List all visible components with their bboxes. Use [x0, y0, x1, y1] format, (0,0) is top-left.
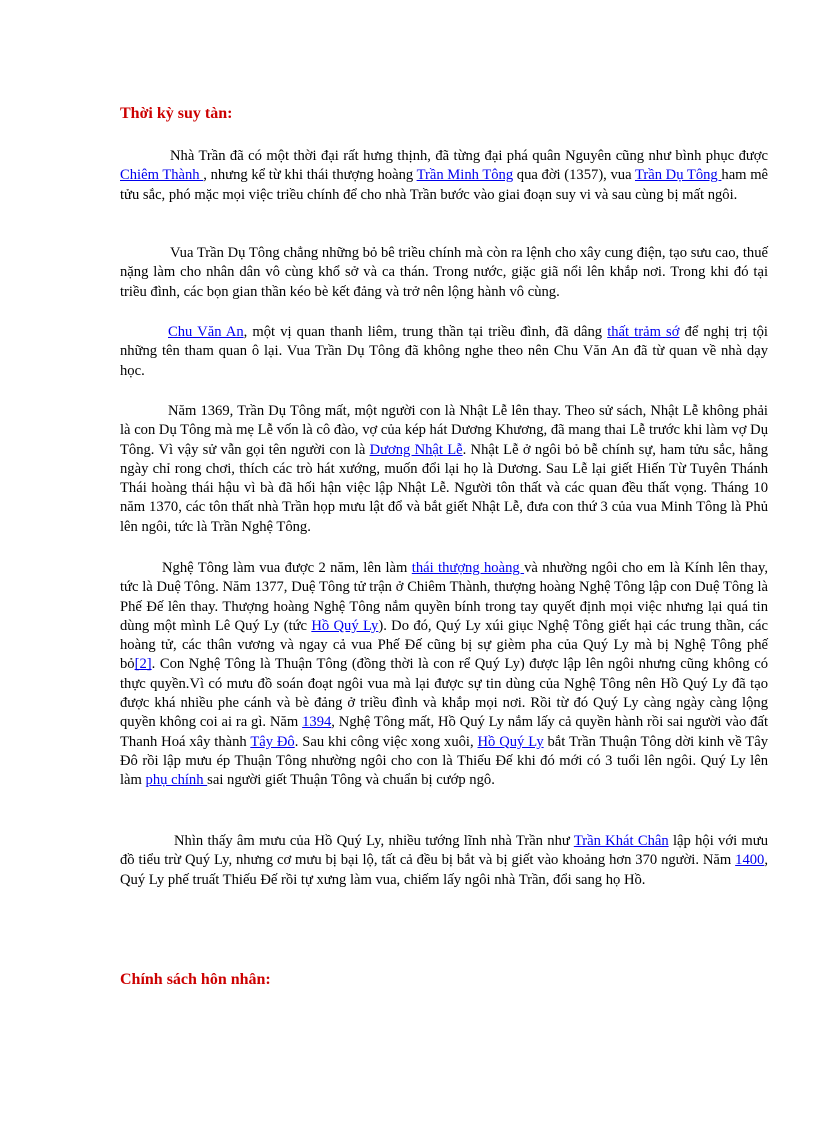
link-phu-chinh[interactable]: phụ chính [145, 772, 208, 789]
link-chu-van-an[interactable]: Chu Văn An [168, 324, 244, 340]
link-1394[interactable]: 1394 [302, 714, 332, 731]
text: . Sau khi công việc xong xuôi, [294, 733, 478, 750]
text: Nhà Trần đã có một thời đại rất hưng thịnh, đã từng đại phá quân Nguyên cũng như bình phục được [170, 148, 768, 164]
link-ho-quy-ly-2[interactable]: Hồ Quý Ly [477, 733, 544, 750]
text: , Quý Ly phế truất Thiếu Đế rồi tự xưng làm vua, chiếm lấy ngôi nhà Trần, đổi sang họ Hồ. [120, 852, 768, 888]
link-1400[interactable]: 1400 [735, 852, 765, 869]
text: . Con Nghệ Tông là Thuận Tông (đồng thời là con rể Quý Ly) được lập lên ngôi nhưng cũng không có thực quyền.Vì có mưu đồ soán đoạt ngôi vua mà lại được sự tin dùng của Nghệ Tông nên Hồ Quý Ly đã tạo được khá nhiều phe cánh và bè đảng ở triều đình và khắp mọi nơi. Rồi từ đó Quý Ly càng ngày càng lộng quyền không coi ai ra gì. Năm [120, 656, 768, 731]
text: Nhìn thấy âm mưu của Hồ Quý Ly, nhiều tướng lĩnh nhà Trần như [174, 833, 574, 849]
link-tran-khat-chan[interactable]: Trần Khát Chân [573, 833, 669, 849]
paragraph-6 [120, 832, 768, 890]
link-tay-do[interactable]: Tây Đô [250, 733, 295, 750]
text: ham mê tửu sắc, phó mặc mọi việc triều chính để cho nhà Trần bước vào giai đoạn suy vi và sau cùng bị mất ngôi. [120, 167, 769, 203]
link-tran-du-tong[interactable]: Trần Dụ Tông [634, 167, 722, 184]
paragraph-2 [120, 244, 768, 302]
section-heading-marriage: Chính sách hôn nhân: [120, 971, 271, 988]
text: Vua Trần Dụ Tông chẳng những bỏ bê triều chính mà còn ra lệnh cho xây cung điện, tạo sưu cao, thuế nặng làm cho nhân dân vô cùng khổ sở và ca thán. Trong nước, giặc giã nổi lên khắp nơi. Trong khi đó tại triều đình, các bọn gian thần kéo bè kết đảng và trở nên lộng hành vô cùng. [120, 245, 768, 300]
paragraph-5 [120, 559, 768, 791]
paragraph-1 [120, 147, 768, 205]
text: , một vị quan thanh liêm, trung thần tại triều đình, đã dâng [243, 324, 608, 340]
text: Năm 1369, Trần Dụ Tông mất, một người con là Nhật Lễ lên thay. Theo sử sách, Nhật Lễ không phải là con Dụ Tông mà mẹ Lễ vốn là cô đào, vợ của kép hát Dương Khương, đã mang thai Lễ trước khi làm vợ Dụ Tông. Vì vậy sử vẫn gọi tên người con là [120, 403, 768, 458]
link-tran-minh-tong[interactable]: Trần Minh Tông [416, 167, 514, 184]
text: Nghệ Tông làm vua được 2 năm, lên làm [162, 560, 412, 576]
section-heading-decline: Thời kỳ suy tàn: [120, 105, 233, 122]
text: sai người giết Thuận Tông và chuẩn bị cướp ngô. [207, 772, 495, 789]
link-ho-quy-ly[interactable]: Hồ Quý Ly [311, 617, 379, 634]
text: bắt Trần Thuận Tông dời kinh về Tây Đô rồi lập mưu ép Thuận Tông nhường ngôi cho con là Thiếu Đế khi đó mới có 3 tuổi lên ngôi. Quý Ly lên làm [120, 733, 768, 789]
paragraph-3 [120, 323, 768, 381]
text: , Nghệ Tông mất, Hồ Quý Ly nắm lấy cả quyền hành rồi sai người vào đất Thanh Hoá xây thành [120, 714, 768, 750]
link-thai-thuong-hoang[interactable]: thái thượng hoàng [411, 560, 525, 576]
text: , nhưng kể từ khi thái thượng hoàng [203, 167, 417, 184]
text: và nhường ngôi cho em là Kính lên thay, tức là Duệ Tông. Năm 1377, Duệ Tông tử trận ở Chiêm Thành, thượng hoàng Nghệ Tông lập con Duệ Tông là Phế Đế lên thay. Thượng hoàng Nghệ Tông nắm quyền bính trong tay quyết định mọi việc nhưng lại quá tin dùng một mình Lê Quý Ly (tức [120, 560, 768, 634]
text: qua đời (1357), vua [513, 167, 635, 184]
link-chiem-thanh[interactable]: Chiêm Thành [120, 167, 204, 184]
text: để nghị trị tội những tên tham quan ô lại. Vua Trần Dụ Tông đã không nghe theo nên Chu Văn An đã từ quan về nhà dạy học. [120, 324, 768, 379]
text: lập hội với mưu đồ tiểu trừ Quý Ly, nhưng cơ mưu bị bại lộ, tất cả đều bị bắt và bị giết vào khoảng hơn 370 người. Năm [120, 833, 768, 869]
link-that-tram-so[interactable]: thất trảm sớ [607, 324, 680, 340]
text: ). Do đó, Quý Ly xúi giục Nghệ Tông giết hại các trung thần, các hoàng tử, các thân vương và ngay cả vua Phế Đế cũng bị sự gièm pha của Quý Ly mà bị Nghệ Tông phế bỏ [120, 617, 768, 673]
link-footnote-2[interactable]: [2] [134, 656, 152, 673]
text: . Nhật Lễ ở ngôi bỏ bễ chính sự, ham tửu sắc, hằng ngày chỉ rong chơi, thích các trò hát xướng, muốn đổi lại họ là Dương. Sau Lễ lại giết Hiến Từ Tuyên Thánh Thái hoàng thái hậu vì bà đã hối hận việc lập Nhật Lễ. Người tôn thất và các quan đều thất vọng. Tháng 10 năm 1370, các tôn thất nhà Trần họp mưu lật đổ và bắt giết Nhật Lễ, đưa con thứ 3 của vua Minh Tông là Phủ lên ngôi, tức là Trần Nghệ Tông. [120, 441, 768, 535]
link-duong-nhat-le[interactable]: Dương Nhật Lễ [369, 441, 463, 458]
paragraph-4 [120, 402, 768, 537]
